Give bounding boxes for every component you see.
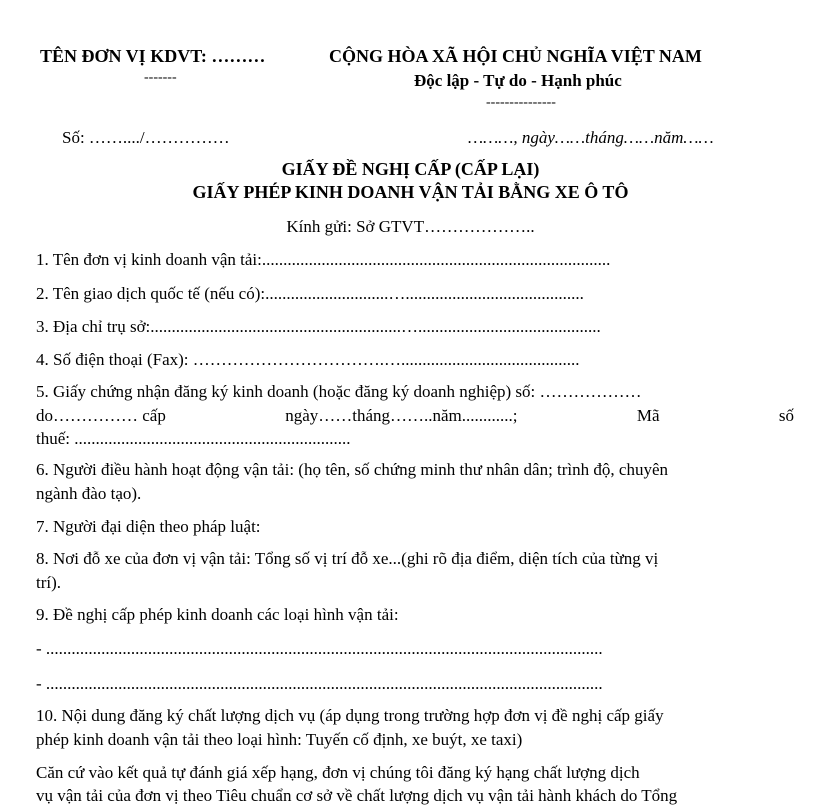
title-line-2: GIẤY PHÉP KINH DOANH VẬN TẢI BẰNG XE Ô TÔ <box>192 182 629 202</box>
unit-divider: ------- <box>144 70 177 85</box>
item-10-line-2: phép kinh doanh vận tải theo loại hình: Tuyến cố định, xe buýt, xe taxi) <box>36 730 523 749</box>
national-motto: Độc lập - Tự do - Hạnh phúc <box>414 71 622 90</box>
item-7-legal-rep: 7. Người đại diện theo pháp luật: <box>36 517 261 536</box>
item-3-head-office: 3. Địa chỉ trụ sở:...........................................................…........................................... <box>36 317 601 336</box>
item-2-international-name: 2. Tên giao dịch quốc tế (nếu có):.............................….......................................... <box>36 284 584 303</box>
republic-heading: CỘNG HÒA XÃ HỘI CHỦ NGHĨA VIỆT NAM <box>329 46 702 66</box>
paragraph-line-2: vụ vận tải của đơn vị theo Tiêu chuẩn cơ sở về chất lượng dịch vụ vận tải hành khách do Tổng <box>36 786 678 805</box>
item-6-line-2: ngành đào tạo). <box>36 484 142 503</box>
title-line-1: GIẤY ĐỀ NGHỊ CẤP (CẤP LẠI) <box>281 159 540 179</box>
item-5-tax-code: thuế: ................................................................. <box>36 429 351 448</box>
item-5-word-so: số <box>778 406 794 425</box>
motto-divider: --------------- <box>486 95 556 110</box>
place-date: ………, ngày……tháng……năm…… <box>468 128 714 147</box>
item-6-line-1: 6. Người điều hành hoạt động vận tải: (họ tên, số chứng minh thư nhân dân; trình độ, chuyên <box>36 460 668 479</box>
item-1-unit-name: 1. Tên đơn vị kinh doanh vận tải:.................................................................................. <box>36 250 611 269</box>
item-8-line-2: trí). <box>36 573 62 592</box>
item-9-entry-2: - ................................................................................................................................... <box>36 674 603 693</box>
document-number: Số: ……..../…………… <box>62 128 230 147</box>
unit-name-label: TÊN ĐƠN VỊ KDVT: ……… <box>40 46 266 66</box>
item-5-line-1 <box>36 382 794 402</box>
recipient-line: Kính gửi: Sở GTVT……………….. <box>286 217 535 236</box>
item-10-line-1: 10. Nội dung đăng ký chất lượng dịch vụ (áp dụng trong trường hợp đơn vị đề nghị cấp giấy <box>36 706 664 725</box>
item-4-phone: 4. Số điện thoại (Fax): …………………………….….......................................... <box>36 350 580 369</box>
item-5-issued-by: do…………… cấp <box>36 406 166 425</box>
item-8-line-1: 8. Nơi đỗ xe của đơn vị vận tải: Tổng số vị trí đỗ xe...(ghi rõ địa điểm, diện tích của từng vị <box>36 549 659 568</box>
item-5-text-1: 5. Giấy chứng nhận đăng ký kinh doanh (hoặc đăng ký doanh nghiệp) số: ……………… <box>36 382 642 401</box>
item-9-transport-types: 9. Đề nghị cấp phép kinh doanh các loại hình vận tải: <box>36 605 399 624</box>
item-5-word-ma: Mã <box>636 406 660 425</box>
item-5-issued-date: ngày……tháng……..năm............; <box>285 406 518 425</box>
paragraph-line-1: Căn cứ vào kết quả tự đánh giá xếp hạng, đơn vị chúng tôi đăng ký hạng chất lượng dịch <box>36 763 640 782</box>
item-9-entry-1: - ................................................................................................................................... <box>36 639 603 658</box>
item-5-line-2 <box>36 406 794 426</box>
